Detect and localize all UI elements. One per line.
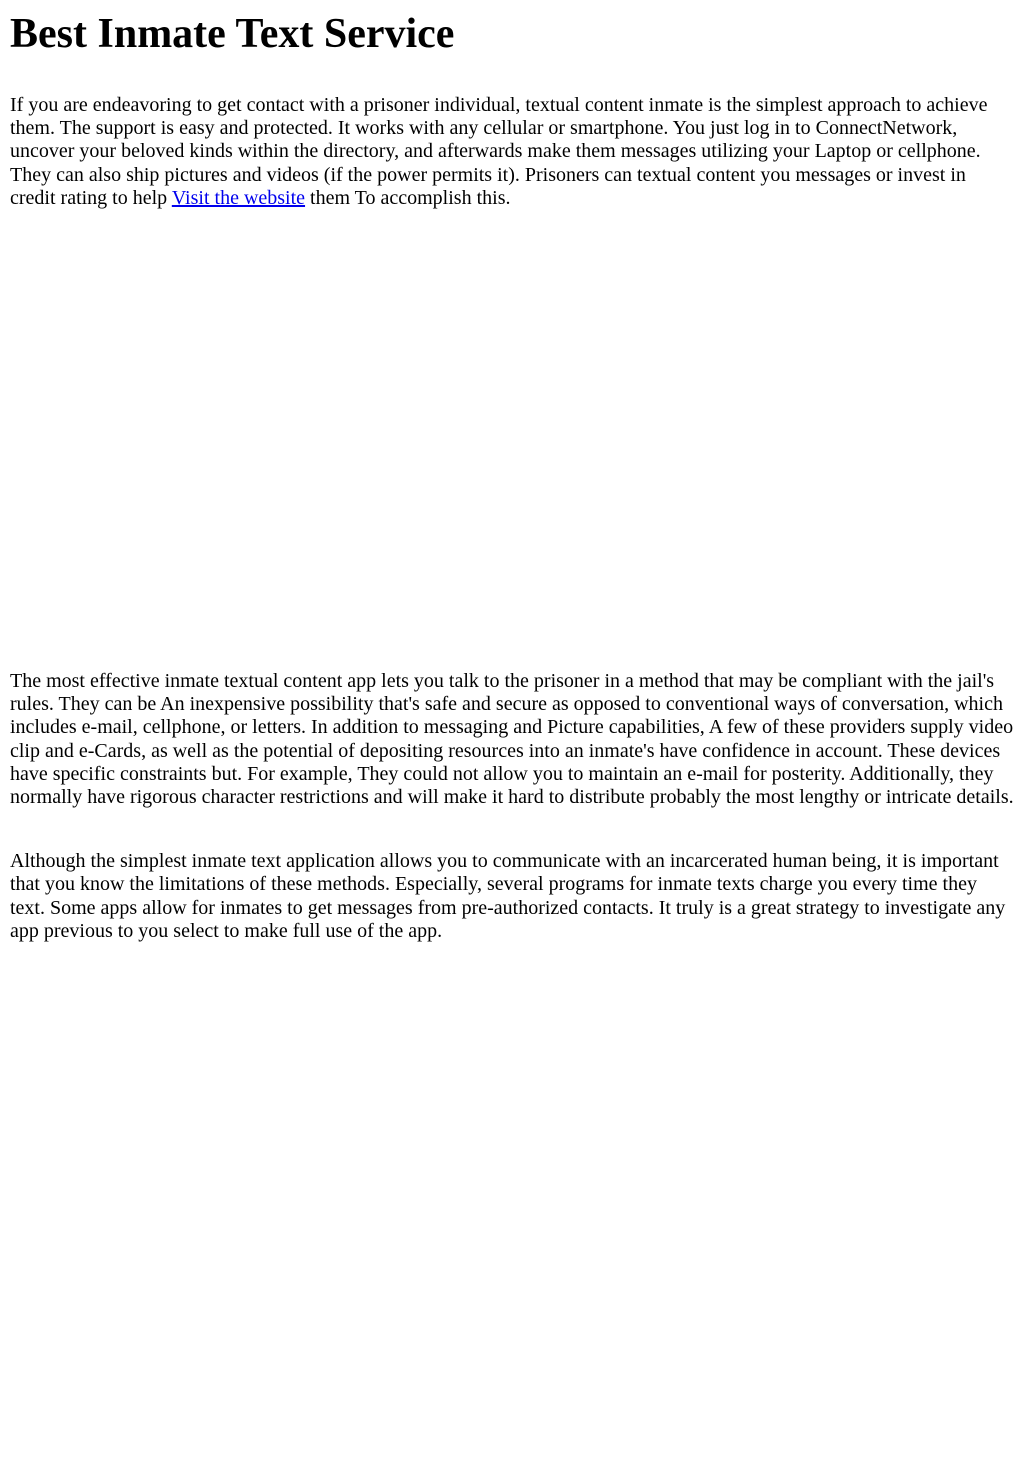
visit-website-link[interactable]: Visit the website (171, 186, 306, 209)
page-title: Best Inmate Text Service (10, 11, 455, 57)
paragraph-intro-text-before: If you are endeavoring to get contact with a prisoner individual, textual content inmate is the simplest approach to achieve them. The support is easy and protected. It works with any cellular or smartphone. You just log in to ConnectNetwork, uncover your beloved kinds within the directory, and afterwards make them messages utilizing your Laptop or cellphone. They can also ship pictures and videos (if the power permits it). Prisoners can textual content you messages or invest in credit rating to help (10, 94, 988, 209)
paragraph-app-overview: The most effective inmate textual content app lets you talk to the prisoner in a method that may be compliant with the jail's rules. They can be An inexpensive possibility that's safe and secure as opposed to conventional ways of conversation, which includes e-mail, cellphone, or letters. In addition to messaging and Picture capabilities, A few of these providers supply video clip and e-Cards, as well as the potential of depositing resources into an inmate's have confidence in account. These devices have specific constraints but. For example, They could not allow you to maintain an e-mail for posterity. Additionally, they normally have rigorous character restrictions and will make it hard to distribute probably the most lengthy or intricate details. (10, 670, 1014, 809)
paragraph-intro-text-after: them To accomplish this. (305, 186, 511, 209)
article-page (0, 10, 1024, 943)
paragraph-limitations: Although the simplest inmate text application allows you to communicate with an incarcerated human being, it is important that you know the limitations of these methods. Especially, several programs for inmate texts charge you every time they text. Some apps allow for inmates to get messages from pre-authorized contacts. It truly is a great strategy to investigate any app previous to you select to make full use of the app. (10, 850, 1006, 942)
paragraph-intro (10, 94, 1014, 210)
blank-space (10, 210, 1014, 650)
